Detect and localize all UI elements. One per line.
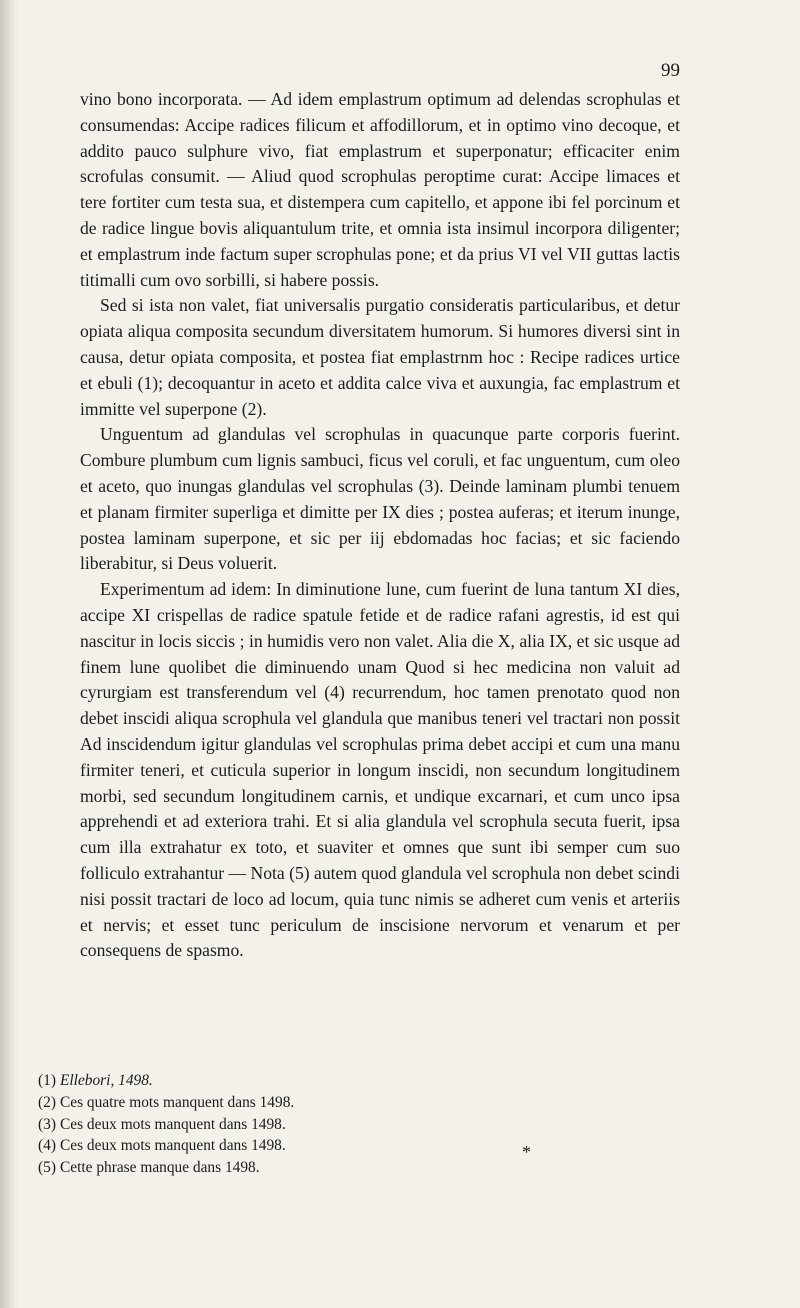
page-number: 99 bbox=[661, 60, 680, 81]
footnote-text: Ces deux mots manquent dans 1498. bbox=[60, 1115, 286, 1133]
paragraph-1: vino bono incorporata. — Ad idem emplastrum optimum ad delendas scrophulas et consumendas: Accipe radices filicum et affodillorum, et in optimo vino decoque, et addito pauco sulphure vivo, fiat emplastrum et superponatur; efficaciter enim scrofulas consumit. — Aliud quod scrophulas peroptime curat: Accipe limaces et tere fortiter cum testa sua, et distempera cum capitello, et appone ibi fel porcinum et de radice lingue bovis aliquantulum trite, et omnia ista insimul incorpora diligenter; et emplastrum inde factum super scrophulas pone; et da prius VI vel VII guttas lactis titimalli cum ovo sorbilli, si habere possis. bbox=[80, 89, 680, 290]
book-gutter-shadow bbox=[0, 0, 18, 1308]
footnote-mark: (5) bbox=[38, 1159, 56, 1177]
footnote-5 bbox=[38, 1157, 600, 1179]
signature-mark: * bbox=[522, 1142, 531, 1162]
main-text bbox=[80, 87, 680, 964]
footnote-text: Ellebori, 1498. bbox=[60, 1072, 153, 1089]
footnote-4 bbox=[38, 1135, 600, 1157]
footnote-2 bbox=[38, 1092, 600, 1114]
paragraph-2: Sed si ista non valet, fiat universalis purgatio consideratis particularibus, et detur opiata aliqua composita secundum diversitatem humorum. Si humores diversi sint in causa, detur opiata composita, et postea fiat emplastrnm hoc : Recipe radices urtice et ebuli (1); decoquantur in aceto et addita calce viva et auxungia, fac emplastrum et immitte vel superpone (2). bbox=[80, 295, 680, 419]
footnote-mark: (1) bbox=[38, 1072, 56, 1089]
footnote-mark: (3) bbox=[38, 1115, 56, 1133]
footnote-3 bbox=[38, 1114, 600, 1136]
footnote-1 bbox=[38, 1070, 600, 1092]
footnote-text: Cette phrase manque dans 1498. bbox=[60, 1159, 260, 1177]
footnote-mark: (4) bbox=[38, 1137, 56, 1155]
paragraph-4: Experimentum ad idem: In diminutione lune, cum fuerint de luna tantum XI dies, accipe XI crispellas de radice spatule fetide et de radice rafani agrestis, id est qui nascitur in locis siccis ; in humidis vero non valet. Alia die X, alia IX, et sic usque ad finem lune quolibet die diminuendo unam Quod si hec medicina non valuit ad cyrurgiam est transferendum vel (4) recurrendum, hoc tamen prenotato quod non debet inscidi aliqua scrophula vel glandula que manibus teneri vel tractari non possit Ad inscidendum igitur glandulas vel scrophulas prima debet accipi et cum una manu firmiter teneri, et cuticula superior in longum inscidi, non secundum longitudinem morbi, sed secundum longitudinem carnis, et undique excarnari, et cum unco ipsa apprehendi et ad exteriora trahi. Et si alia glandula vel scrophula secuta fuerit, ipsa cum illa extrahatur ex toto, et suaviter et omnes que sunt ibi semper cum suo folliculo extrahantur — Nota (5) autem quod glandula vel scrophula non debet scindi nisi possit tractari de loco ad locum, quia tunc nimis se adheret cum venis et arteriis et nervis; et esset tunc periculum de inscisione nervorum et venarum et per consequens de spasmo. bbox=[80, 579, 680, 961]
footnote-mark: (2) bbox=[38, 1093, 56, 1111]
footnotes bbox=[38, 1070, 600, 1179]
footnote-text: Ces quatre mots manquent dans 1498. bbox=[60, 1093, 295, 1111]
paragraph-3: Unguentum ad glandulas vel scrophulas in quacunque parte corporis fuerint. Combure plumbum cum lignis sambuci, ficus vel coruli, et fac unguentum, cum oleo et aceto, quo inungas glandulas vel scrophulas (3). Deinde laminam plumbi tenuem et planam firmiter superliga et dimitte per IX dies ; postea auferas; et iterum inunge, postea laminam superpone, et sic per iij ebdomadas hoc facias; et sic faciendo liberabitur, si Deus voluerit. bbox=[80, 424, 680, 574]
footnote-text: Ces deux mots manquent dans 1498. bbox=[60, 1137, 286, 1155]
